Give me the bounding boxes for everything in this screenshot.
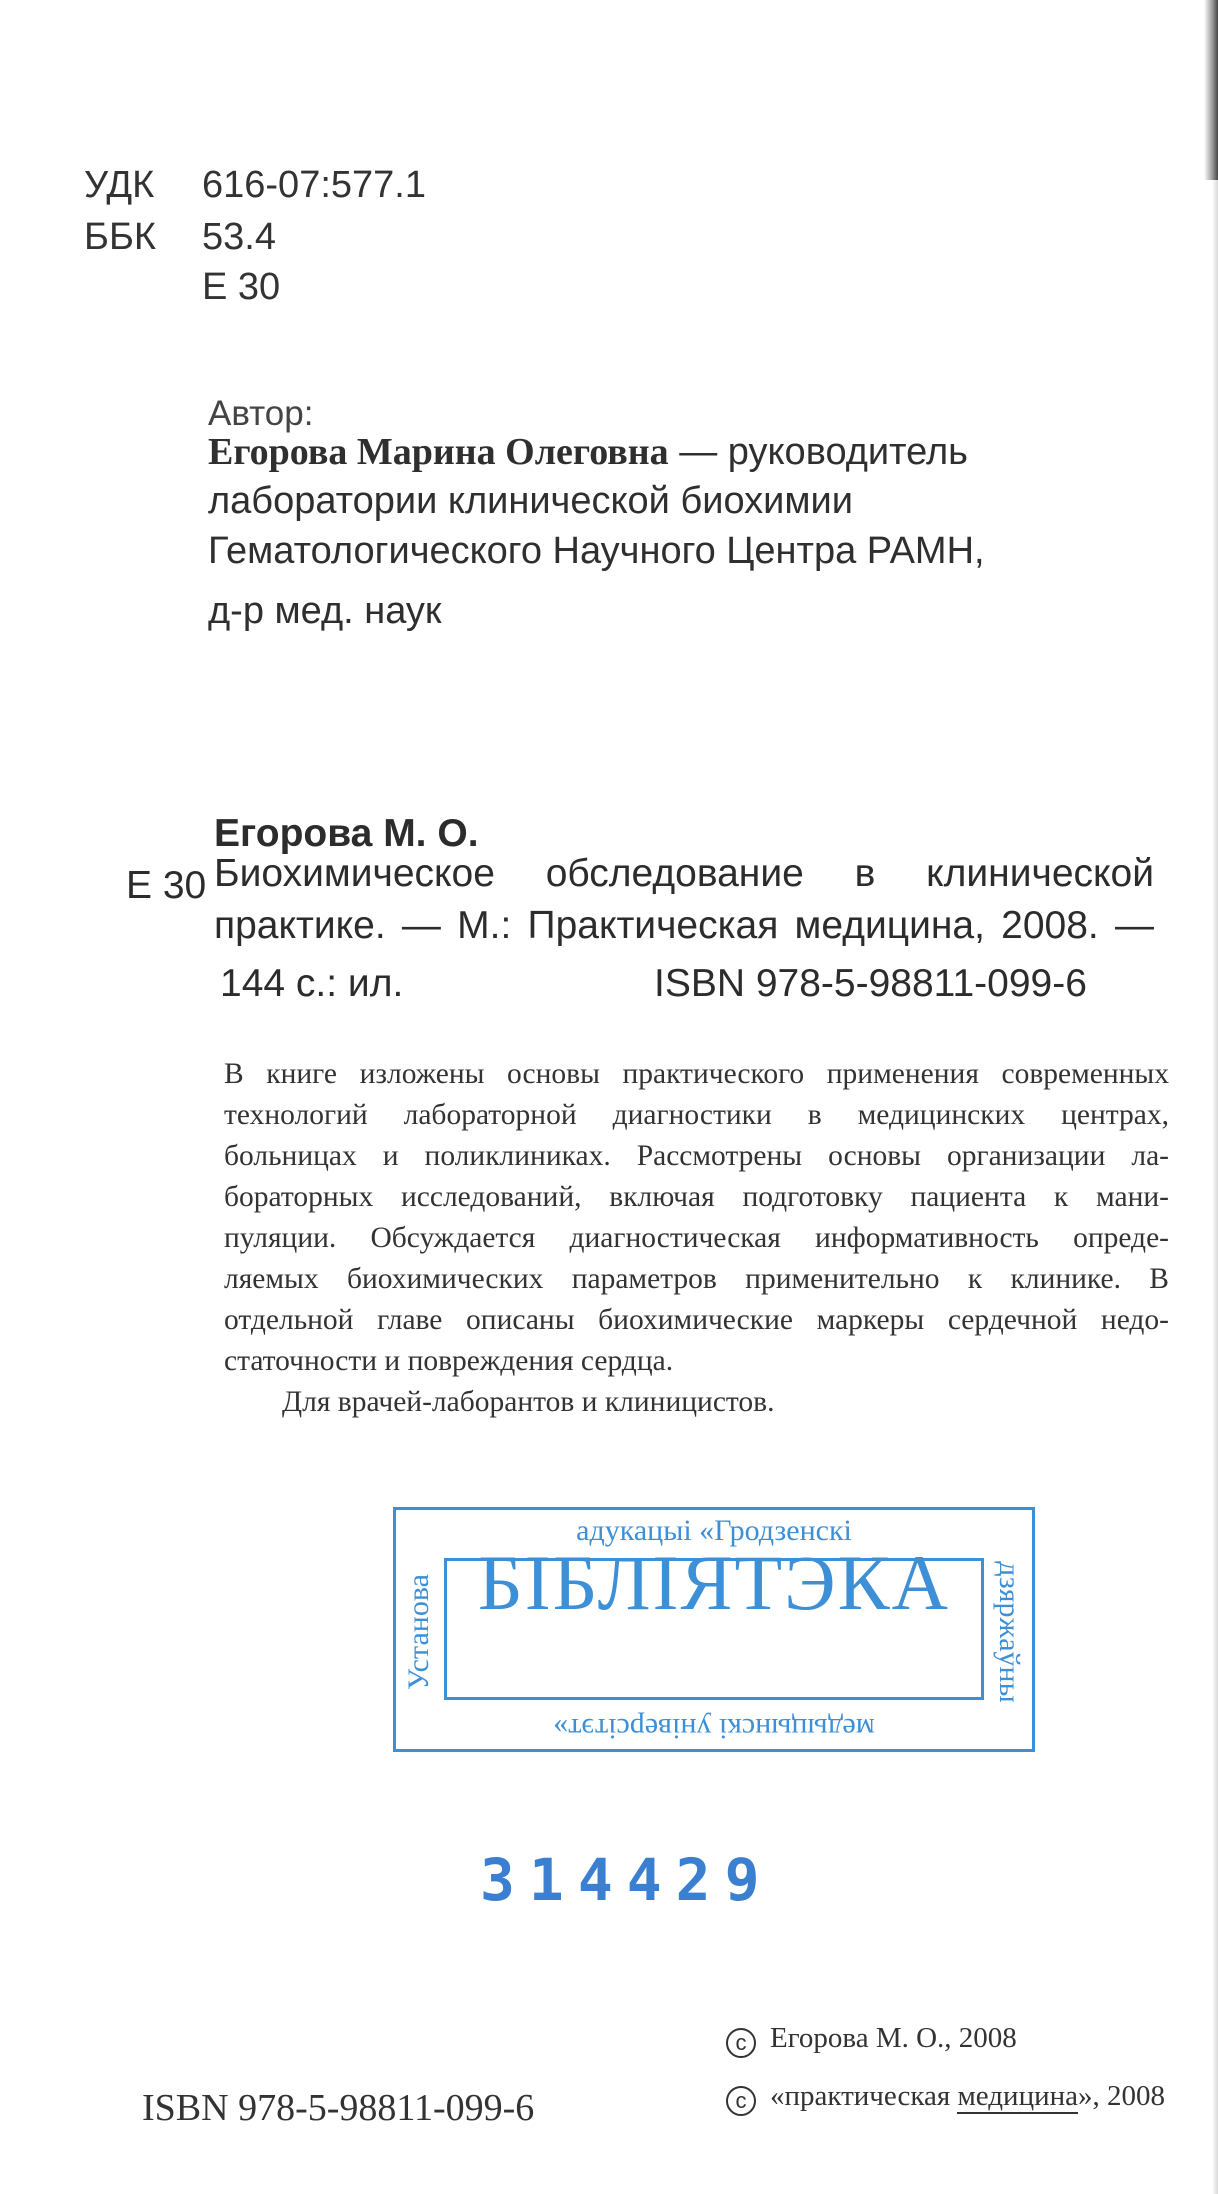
copyright-icon: c xyxy=(726,2028,756,2058)
page-edge-shadow-lower xyxy=(1212,180,1218,2194)
author-name: Егорова Марина Олеговна xyxy=(208,431,669,473)
abstract-audience: Для врачей-лаборантов и клиницистов. xyxy=(282,1386,775,1418)
abstract-line: отдельной главе описаны биохимические маркеры сердечной недо- xyxy=(224,1304,1169,1336)
author-line-3: Гематологического Научного Центра РАМН, xyxy=(208,530,985,572)
udk-label: УДК xyxy=(84,164,155,206)
abstract-line: В книге изложены основы практического применения современных xyxy=(224,1058,1169,1090)
stamp-left-text: Установа xyxy=(402,1574,435,1690)
inventory-number: 314429 xyxy=(480,1846,774,1914)
abstract-line: ляемых биохимических параметров применительно к клинике. В xyxy=(224,1263,1169,1295)
bbk-value: 53.4 xyxy=(202,216,276,258)
abstract-line: больницах и поликлиниках. Рассмотрены основы организации ла- xyxy=(224,1140,1169,1172)
author-mark: Е 30 xyxy=(202,266,281,308)
entry-line-1: Биохимическое обследование в клинической xyxy=(214,852,1154,895)
publisher-underlined: медицина xyxy=(957,2080,1078,2112)
entry-line-2: практике. — М.: Практическая медицина, 2008. — xyxy=(214,904,1154,947)
copyright-author-text: Егорова М. О., 2008 xyxy=(770,2022,1017,2054)
copyright-author xyxy=(726,2022,1017,2058)
copyright-icon: c xyxy=(726,2086,756,2116)
stamp-top-text: адукацыі «Гродзенскі xyxy=(576,1514,852,1547)
entry-mark: Е 30 xyxy=(126,864,207,907)
publisher-suffix: », 2008 xyxy=(1078,2080,1165,2112)
entry-isbn: ISBN 978-5-98811-099-6 xyxy=(654,962,1087,1005)
abstract xyxy=(224,1054,1169,1423)
abstract-line: пуляции. Обсуждается диагностическая информативность опреде- xyxy=(224,1222,1169,1254)
abstract-line: технологий лабораторной диагностики в медицинских центрах, xyxy=(224,1099,1169,1131)
stamp-center-text: БІБЛІЯТЭКА xyxy=(477,1539,950,1626)
bbk-label: ББК xyxy=(84,216,157,258)
library-stamp xyxy=(393,1507,1035,1752)
abstract-line: статочности и повреждения сердца. xyxy=(224,1345,674,1377)
footer-isbn: ISBN 978-5-98811-099-6 xyxy=(142,2087,535,2129)
copyright-publisher xyxy=(726,2080,1165,2116)
author-position: — руководитель xyxy=(668,431,968,473)
author-line-2: лаборатории клинической биохимии xyxy=(208,480,853,522)
stamp-right-text: дзяржаўны xyxy=(993,1561,1026,1703)
entry-heading: Егорова М. О. xyxy=(214,812,479,855)
page-edge-shadow xyxy=(1204,0,1218,180)
author-label: Автор: xyxy=(208,394,314,433)
abstract-line: бораторных исследований, включая подготовку пациента к мани- xyxy=(224,1181,1169,1213)
stamp-bottom-text: медыцынскі універсітэт» xyxy=(553,1712,875,1745)
author-line-1 xyxy=(208,430,968,474)
publisher-prefix: «практическая xyxy=(770,2080,958,2112)
entry-pages: 144 с.: ил. xyxy=(220,962,404,1005)
udk-value: 616-07:577.1 xyxy=(202,164,426,206)
author-line-4: д-р мед. наук xyxy=(208,590,442,632)
